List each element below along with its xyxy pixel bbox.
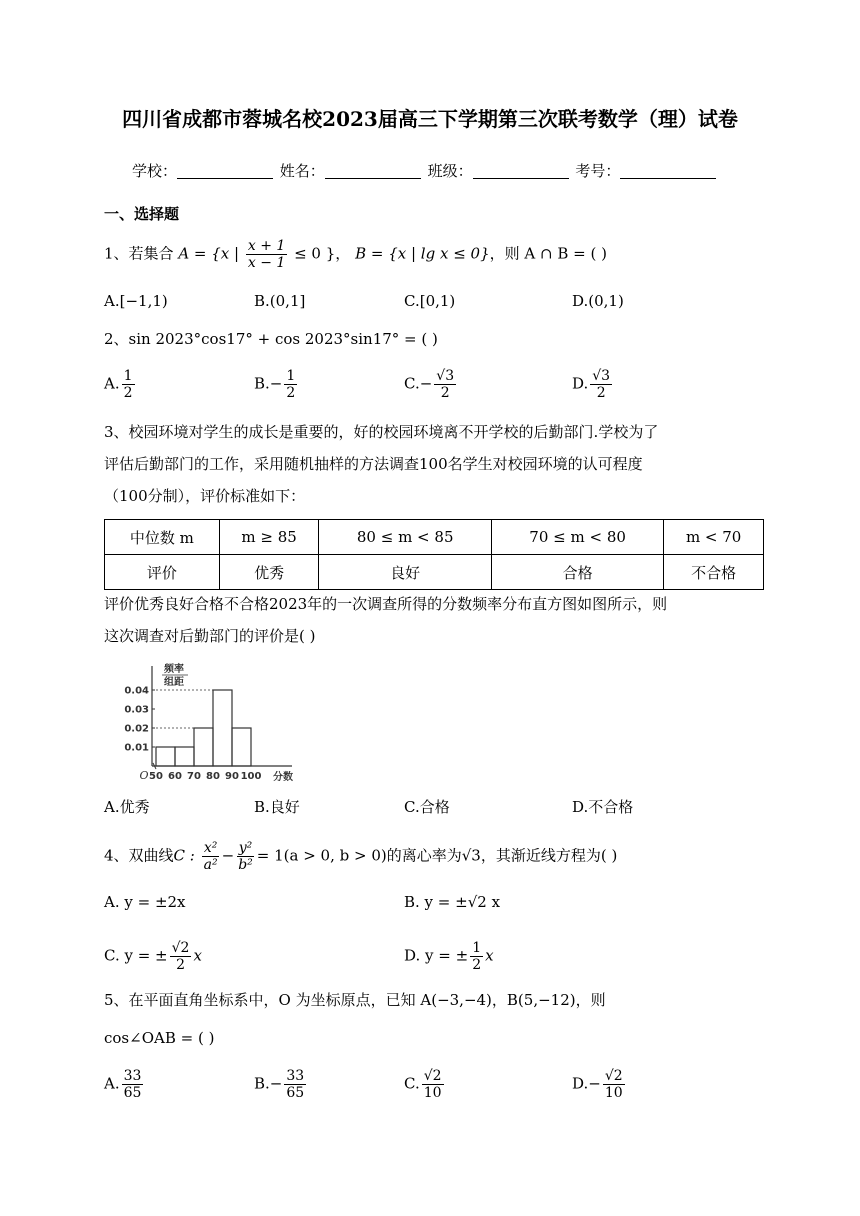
q4-y-den: b² (238, 857, 253, 873)
x-axis-label: 分数 (273, 772, 293, 783)
question-1-stem (104, 238, 607, 271)
table-cell: 中位数 m (105, 520, 220, 555)
q5-c-frac (422, 1068, 444, 1101)
q3-option-a[interactable]: A.优秀 (104, 798, 150, 816)
q5-option-d[interactable] (572, 1068, 627, 1101)
q4-c-post: x (193, 946, 202, 965)
y-tick-label: 0.04 (124, 685, 149, 697)
q1-frac-den: x − 1 (247, 255, 286, 271)
q4-d-post: x (485, 946, 494, 965)
table-cell: m ≥ 85 (219, 520, 319, 555)
table-cell: 评价 (105, 555, 220, 590)
q5-b-sign: − (269, 1074, 283, 1093)
question-3-stem (104, 416, 764, 512)
q1-fraction (246, 238, 287, 271)
q4-d-den: 2 (472, 957, 482, 973)
q1-set-b: B = {x | lg x ≤ 0} (355, 244, 490, 263)
class-blank[interactable] (473, 164, 569, 179)
q1-prefix: 1、若集合 (104, 244, 174, 263)
q4-x-frac (202, 840, 220, 873)
q3-after-line-1: 评价优秀良好合格不合格2023年的一次调查所得的分数频率分布直方图如图所示，则 (104, 595, 668, 613)
q3-line-3: （100分制），评价标准如下： (104, 487, 306, 505)
q2-d-num: √3 (592, 368, 611, 384)
q4-x-num: x² (203, 840, 218, 856)
q2-d-label: D. (572, 374, 589, 393)
q3-option-d[interactable]: D.不合格 (572, 798, 634, 816)
q4-d-frac (470, 940, 483, 973)
table-cell: 70 ≤ m < 80 (491, 520, 663, 555)
q5-line-2: cos∠OAB = ( ) (104, 1029, 215, 1047)
table-row (105, 520, 764, 555)
criteria-table (104, 519, 764, 590)
q4-d-num: 1 (472, 940, 482, 956)
q2-b-label: B. (254, 374, 270, 393)
q3-option-c[interactable]: C.合格 (404, 798, 450, 816)
table-cell: 合格 (491, 555, 663, 590)
q5-option-a[interactable] (104, 1068, 145, 1101)
histogram-bar (232, 728, 251, 766)
q3-line-2: 评估后勤部门的工作，采用随机抽样的方法调查100名学生对校园环境的认可程度 (104, 455, 643, 473)
q5-b-den: 65 (286, 1085, 305, 1101)
q4-curve-name: C : (173, 846, 195, 865)
x-tick-label: 70 (187, 771, 201, 782)
q4-y-frac (236, 840, 255, 873)
q5-d-den: 10 (604, 1085, 623, 1101)
question-2-stem: 2、sin 2023°cos17° + cos 2023°sin17° = ( ) (104, 330, 438, 348)
q5-a-label: A. (104, 1074, 120, 1093)
class-label: 班级： (427, 162, 473, 180)
name-label: 姓名： (279, 162, 325, 180)
histogram-bar (175, 747, 194, 766)
histogram-bar (156, 747, 175, 766)
q5-d-frac (603, 1068, 625, 1101)
q5-d-label: D. (572, 1074, 589, 1093)
q2-c-num: √3 (436, 368, 455, 384)
q4-option-a[interactable]: A. y = ±2x (104, 893, 186, 911)
q3-line-1: 3、校园环境对学生的成长是重要的，好的校园环境离不开学校的后勤部门.学校为了 (104, 423, 659, 441)
question-5-stem (104, 984, 764, 1054)
section-heading: 一、选择题 (104, 205, 180, 223)
q1-option-d[interactable]: D.(0,1) (572, 292, 624, 310)
q2-option-a[interactable] (104, 368, 137, 401)
q2-b-num: 1 (286, 368, 296, 384)
q1-option-b[interactable]: B.(0,1] (254, 292, 306, 310)
q4-y-num: y² (238, 840, 253, 856)
q4-d-pre: D. y = ± (404, 946, 469, 965)
q4-option-c[interactable] (104, 940, 202, 973)
q5-option-b[interactable] (254, 1068, 308, 1101)
q3-option-b[interactable]: B.良好 (254, 798, 300, 816)
q5-d-sign: − (588, 1074, 601, 1093)
q1-option-a[interactable]: A.[−1,1) (104, 292, 168, 310)
school-label: 学校： (132, 162, 178, 180)
table-cell: 不合格 (664, 555, 764, 590)
q5-a-den: 65 (123, 1085, 142, 1101)
number-blank[interactable] (620, 164, 716, 179)
q4-option-b[interactable]: B. y = ±√2 x (404, 893, 501, 911)
y-tick-label: 0.02 (124, 723, 149, 735)
table-cell: 80 ≤ m < 85 (319, 520, 491, 555)
q4-x-den: a² (203, 857, 218, 873)
q5-c-label: C. (404, 1074, 420, 1093)
q4-c-pre: C. y = ± (104, 946, 168, 965)
q1-option-c[interactable]: C.[0,1) (404, 292, 456, 310)
question-4-stem (104, 840, 617, 873)
q1-set-a-right: ≤ 0 }， (294, 244, 351, 263)
table-cell: 优秀 (219, 555, 319, 590)
number-label: 考号： (575, 162, 621, 180)
name-blank[interactable] (325, 164, 421, 179)
x-tick-label: 90 (225, 771, 239, 782)
q2-option-b[interactable] (254, 368, 299, 401)
x-tick-label: 100 (240, 771, 262, 782)
q2-a-label: A. (104, 374, 120, 393)
q5-line-1: 5、在平面直角坐标系中，O 为坐标原点，已知 A(−3,−4)，B(5,−12)，则 (104, 991, 606, 1009)
q2-d-frac (590, 368, 612, 401)
q4-c-num: √2 (171, 940, 190, 956)
q4-prefix: 4、双曲线 (104, 846, 174, 865)
q2-c-frac (434, 368, 456, 401)
q4-c-frac (170, 940, 192, 973)
q2-option-d[interactable] (572, 368, 614, 401)
y-axis-label-top: 频率 (164, 664, 184, 675)
q5-d-num: √2 (604, 1068, 623, 1084)
page-title: 四川省成都市蓉城名校2023届高三下学期第三次联考数学（理）试卷 (122, 107, 738, 131)
q5-a-frac (122, 1068, 144, 1101)
histogram-bar (213, 690, 232, 766)
table-cell: m < 70 (664, 520, 764, 555)
student-info-line (132, 160, 718, 181)
origin-label: O (139, 769, 149, 782)
q5-c-den: 10 (423, 1085, 442, 1101)
table-row (105, 555, 764, 590)
histogram-bar (194, 728, 213, 766)
y-tick-label: 0.01 (124, 742, 149, 754)
q3-after-text (104, 588, 764, 652)
q1-set-a-left: A = {x | (178, 244, 240, 263)
q2-c-label: C. (404, 374, 420, 393)
q5-b-num: 33 (286, 1068, 305, 1084)
q5-b-label: B. (254, 1074, 270, 1093)
q2-a-den: 2 (123, 385, 133, 401)
q3-after-line-2: 这次调查对后勤部门的评价是( ) (104, 627, 316, 645)
q2-c-sign: − (419, 374, 433, 393)
x-tick-label: 60 (168, 771, 182, 782)
q2-b-frac (284, 368, 297, 401)
q2-option-c[interactable] (404, 368, 458, 401)
q4-c-den: 2 (176, 957, 186, 973)
frequency-histogram (100, 660, 300, 784)
q4-minus: − (221, 846, 235, 865)
q2-b-den: 2 (286, 385, 296, 401)
q2-c-den: 2 (440, 385, 450, 401)
q1-frac-num: x + 1 (247, 238, 286, 254)
x-tick-label: 50 (149, 771, 163, 782)
q2-b-sign: − (269, 374, 283, 393)
q5-a-num: 33 (123, 1068, 142, 1084)
q4-option-d[interactable] (404, 940, 494, 973)
y-axis-label-bottom: 组距 (164, 677, 184, 688)
q5-b-frac (284, 1068, 306, 1101)
q2-a-frac (122, 368, 135, 401)
q2-d-den: 2 (596, 385, 606, 401)
y-tick-label: 0.03 (124, 704, 149, 716)
x-tick-label: 80 (206, 771, 220, 782)
school-blank[interactable] (177, 164, 273, 179)
q5-option-c[interactable] (404, 1068, 446, 1101)
q4-rest: = 1(a > 0, b > 0)的离心率为√3，其渐近线方程为( ) (256, 846, 618, 865)
q1-tail: ，则 A ∩ B = ( ) (489, 244, 607, 263)
q5-c-num: √2 (423, 1068, 442, 1084)
q2-a-num: 1 (123, 368, 133, 384)
table-cell: 良好 (319, 555, 491, 590)
